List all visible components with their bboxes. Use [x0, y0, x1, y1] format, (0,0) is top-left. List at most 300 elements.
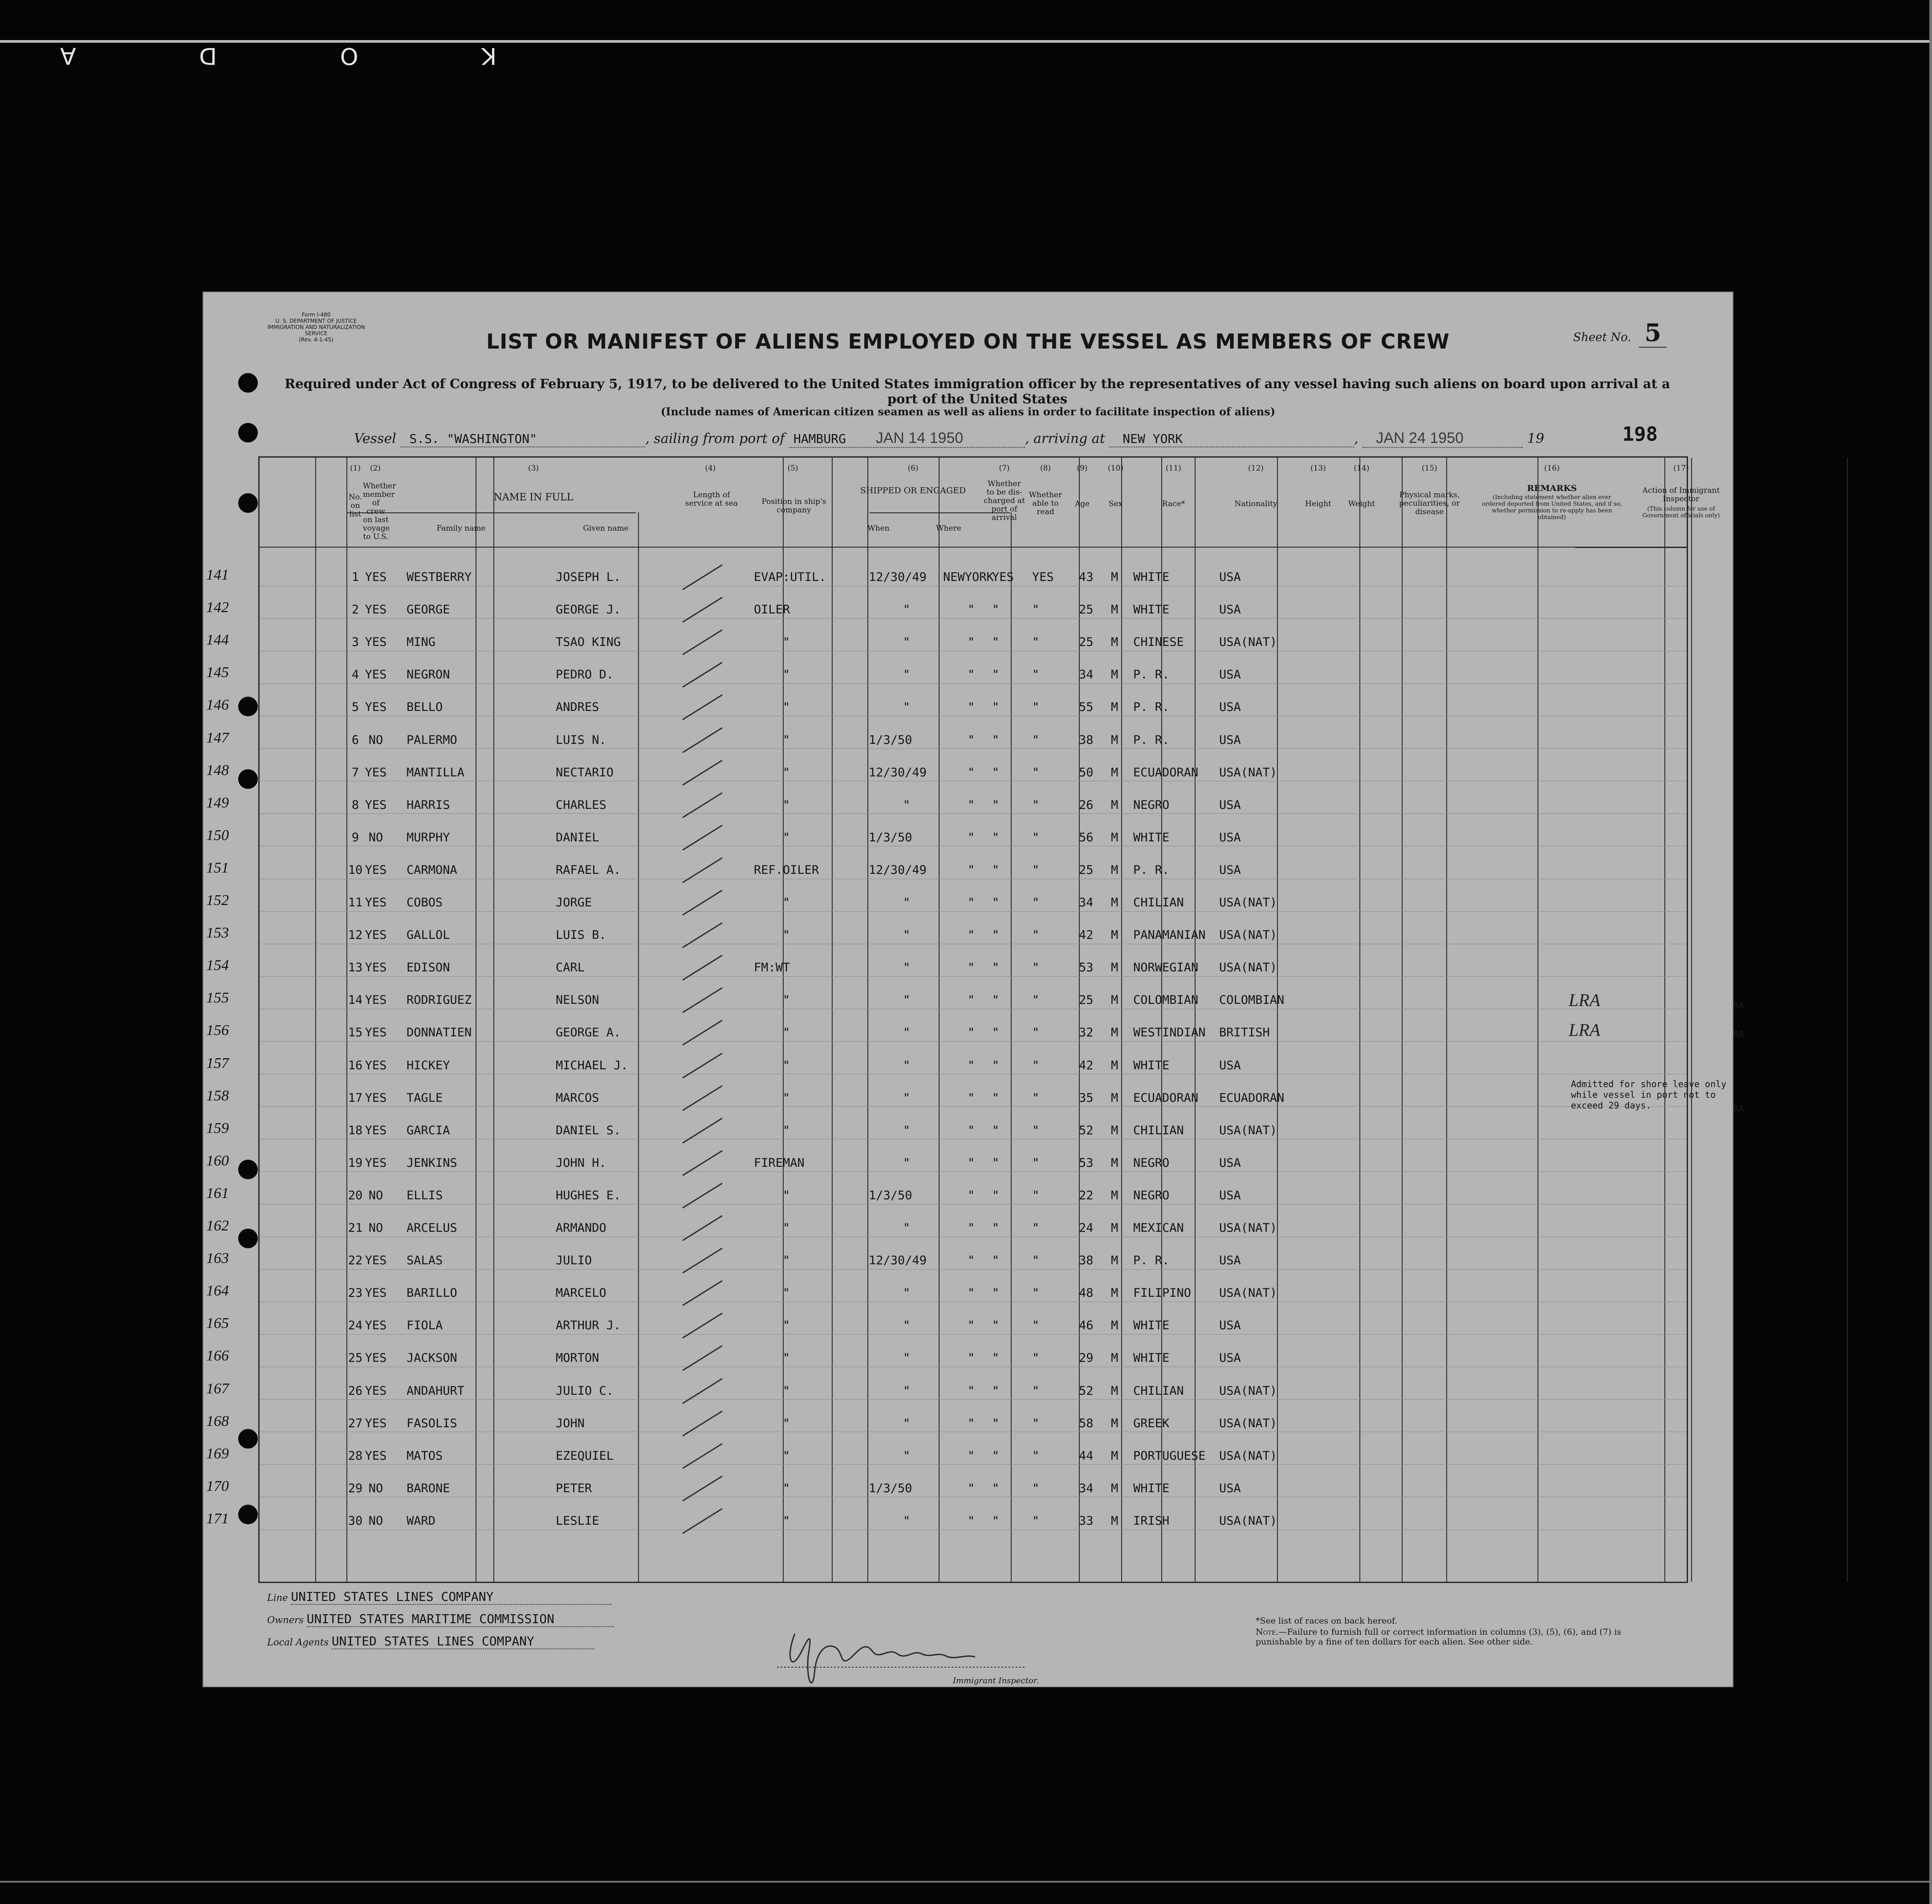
cell-no: 12 — [348, 928, 363, 942]
cell-age: 25 — [1079, 635, 1094, 650]
cell-discharge: " — [992, 1156, 1000, 1170]
cell-nationality: USA(NAT) — [1219, 1449, 1277, 1463]
row-rule — [260, 1464, 1687, 1465]
cell-no: 16 — [348, 1058, 363, 1072]
cell-read: " — [1032, 863, 1040, 877]
service-check-mark — [682, 1313, 723, 1339]
cell-read: " — [1032, 1026, 1040, 1040]
cell-position: " — [783, 668, 790, 682]
cell-discharge: " — [992, 1319, 1000, 1333]
cell-given: ARTHUR J. — [556, 1319, 621, 1333]
cell-prev: NO — [368, 1221, 383, 1235]
cell-given: HUGHES E. — [556, 1188, 621, 1202]
cell-when: 12/30/49 — [869, 863, 927, 877]
cell-family: TAGLE — [407, 1091, 443, 1105]
service-check-mark — [682, 1085, 723, 1111]
margin-number: 161 — [206, 1185, 229, 1202]
cell-sex: M — [1111, 603, 1119, 617]
cell-no: 21 — [348, 1221, 363, 1235]
cell-nationality: USA — [1219, 1254, 1241, 1268]
vessel-name: S.S. "WASHINGTON" — [409, 431, 537, 446]
margin-number: 151 — [206, 859, 229, 876]
cell-nationality: USA(NAT) — [1219, 1221, 1277, 1235]
cell-sex: M — [1111, 700, 1119, 715]
cell-race: ECUADORAN — [1133, 765, 1199, 779]
cell-prev: YES — [365, 928, 387, 942]
line-value: UNITED STATES LINES COMPANY — [291, 1589, 494, 1604]
cell-given: TSAO KING — [556, 635, 621, 650]
footer-line — [267, 1589, 611, 1605]
cell-race: P. R. — [1133, 1254, 1170, 1268]
cell-given: EZEQUIEL — [556, 1449, 614, 1463]
cell-family: ARCELUS — [407, 1221, 457, 1235]
punch-hole — [238, 493, 258, 513]
service: IMMIGRATION AND NATURALIZATION SERVICE — [267, 324, 365, 337]
cell-no: 24 — [348, 1319, 363, 1333]
film-edge-right — [1929, 0, 1932, 1904]
legal-requirement-line2: port of the United States — [887, 391, 1068, 406]
cell-no: 28 — [348, 1449, 363, 1463]
cell-where: " — [968, 1351, 975, 1365]
footer-agents — [267, 1634, 594, 1649]
cell-where: " — [968, 1156, 975, 1170]
cell-nationality: USA — [1219, 1351, 1241, 1365]
cell-no: 27 — [348, 1416, 363, 1430]
cell-position: " — [783, 1384, 790, 1398]
cell-age: 38 — [1079, 733, 1094, 747]
cell-prev: YES — [365, 1351, 387, 1365]
cell-position: " — [783, 765, 790, 779]
margin-number: 156 — [206, 1022, 229, 1039]
punch-hole — [238, 697, 258, 716]
col7-number: (7) — [999, 464, 1010, 473]
cell-read: " — [1032, 700, 1040, 715]
cell-sex: M — [1111, 928, 1119, 942]
row-rule — [260, 1041, 1687, 1042]
cell-read: YES — [1032, 570, 1054, 584]
cell-position: " — [783, 1481, 790, 1495]
margin-number: 152 — [206, 892, 229, 909]
cell-prev: YES — [365, 798, 387, 812]
service-check-mark — [682, 1215, 723, 1241]
col12-header: Nationality — [1234, 499, 1277, 508]
cell-discharge: " — [992, 1384, 1000, 1398]
cell-no: 5 — [351, 700, 359, 715]
cell-sex: M — [1111, 635, 1119, 650]
cell-when: " — [903, 1351, 911, 1365]
row-rule — [260, 813, 1687, 814]
cell-read: " — [1032, 830, 1040, 844]
col2-header: Whether member of crew on last voyage to U.S. — [363, 482, 396, 541]
cell-given: JORGE — [556, 896, 592, 909]
arrival-port: NEW YORK — [1123, 431, 1183, 446]
cell-nationality: ECUADORAN — [1219, 1091, 1285, 1105]
cell-given: CARL — [556, 961, 585, 975]
cell-when: " — [903, 1449, 911, 1463]
row14-action: RA — [1733, 1000, 1745, 1011]
cell-where: " — [968, 765, 975, 779]
cell-given: GEORGE J. — [556, 603, 621, 617]
cell-when: " — [903, 1221, 911, 1235]
cell-read: " — [1032, 1091, 1040, 1105]
cell-given: LUIS B. — [556, 928, 606, 942]
cell-where: " — [968, 1123, 975, 1137]
cell-where: " — [968, 830, 975, 844]
cell-age: 32 — [1079, 1026, 1094, 1040]
cell-family: WESTBERRY — [407, 570, 472, 584]
cell-race: NORWEGIAN — [1133, 961, 1199, 975]
margin-number: 141 — [206, 567, 229, 583]
cell-discharge: " — [992, 1188, 1000, 1202]
cell-when: 12/30/49 — [869, 1254, 927, 1268]
cell-age: 34 — [1079, 1481, 1094, 1495]
cell-nationality: USA — [1219, 1481, 1241, 1495]
service-check-mark — [682, 759, 723, 785]
cell-when: " — [903, 1026, 911, 1040]
cell-given: ANDRES — [556, 700, 599, 715]
cell-sex: M — [1111, 1384, 1119, 1398]
row15-remark: LRA — [1569, 1020, 1601, 1040]
cell-where: " — [968, 733, 975, 747]
cell-sex: M — [1111, 1449, 1119, 1463]
cell-race: P. R. — [1133, 733, 1170, 747]
cell-given: JOHN — [556, 1416, 585, 1430]
cell-where: " — [968, 798, 975, 812]
cell-age: 56 — [1079, 830, 1094, 844]
cell-discharge: " — [992, 1091, 1000, 1105]
margin-number: 159 — [206, 1120, 229, 1137]
margin-number: 154 — [206, 957, 229, 974]
cell-nationality: USA(NAT) — [1219, 896, 1277, 909]
cell-when: " — [903, 603, 911, 617]
cell-position: " — [783, 700, 790, 715]
departure-port: HAMBURG — [793, 431, 846, 446]
include-note: (Include names of American citizen seamen as well as aliens in order to facilitate inspection of aliens) — [660, 405, 1276, 418]
cell-read: " — [1032, 1514, 1040, 1528]
cell-race: PANAMANIAN — [1133, 928, 1206, 942]
cell-where: " — [968, 1254, 975, 1268]
cell-position: " — [783, 1254, 790, 1268]
cell-age: 52 — [1079, 1123, 1094, 1137]
cell-sex: M — [1111, 1221, 1119, 1235]
cell-discharge: " — [992, 1221, 1000, 1235]
cell-given: JULIO — [556, 1254, 592, 1268]
cell-nationality: USA — [1219, 798, 1241, 812]
cell-when: " — [903, 1156, 911, 1170]
cell-race: WHITE — [1133, 1058, 1170, 1072]
department: U. S. DEPARTMENT OF JUSTICE — [275, 318, 357, 324]
cell-position: " — [783, 1286, 790, 1300]
cell-where: " — [968, 1188, 975, 1202]
cell-nationality: BRITISH — [1219, 1026, 1270, 1040]
margin-number: 149 — [206, 794, 229, 811]
service-check-mark — [682, 1378, 723, 1404]
cell-race: WESTINDIAN — [1133, 1026, 1206, 1040]
cell-race: WHITE — [1133, 603, 1170, 617]
cell-given: PEDRO D. — [556, 668, 614, 682]
cell-when: " — [903, 993, 911, 1007]
cell-age: 22 — [1079, 1188, 1094, 1202]
year-prefix: 19 — [1527, 431, 1545, 447]
service-check-mark — [682, 955, 723, 981]
cell-position: " — [783, 993, 790, 1007]
film-edge-bottom — [0, 1881, 1932, 1883]
service-check-mark — [682, 629, 723, 655]
owners-value: UNITED STATES MARITIME COMMISSION — [306, 1612, 554, 1626]
cell-where: " — [968, 700, 975, 715]
cell-when: " — [903, 1091, 911, 1105]
cell-race: ECUADORAN — [1133, 1091, 1199, 1105]
vessel-label: Vessel — [354, 431, 396, 447]
col1-number: (1) — [350, 464, 361, 473]
cell-read: " — [1032, 635, 1040, 650]
margin-number: 155 — [206, 990, 229, 1007]
owners-label: Owners — [267, 1615, 304, 1625]
cell-given: RAFAEL A. — [556, 863, 621, 877]
row17-remark: Admitted for shore leave only while vessel in port not to exceed 29 days. — [1571, 1079, 1727, 1111]
cell-read: " — [1032, 896, 1040, 909]
cell-discharge: " — [992, 1449, 1000, 1463]
cell-age: 26 — [1079, 798, 1094, 812]
cell-race: WHITE — [1133, 1351, 1170, 1365]
service-check-mark — [682, 1117, 723, 1143]
cell-prev: YES — [365, 765, 387, 779]
cell-sex: M — [1111, 1319, 1119, 1333]
service-check-mark — [682, 1443, 723, 1469]
cell-when: " — [903, 668, 911, 682]
cell-prev: YES — [365, 1058, 387, 1072]
cell-prev: YES — [365, 570, 387, 584]
cell-where: " — [968, 1058, 975, 1072]
cell-sex: M — [1111, 765, 1119, 779]
cell-read: " — [1032, 1286, 1040, 1300]
cell-age: 55 — [1079, 700, 1094, 715]
cell-nationality: USA — [1219, 1319, 1241, 1333]
row-rule — [260, 618, 1687, 619]
cell-nationality: USA(NAT) — [1219, 1123, 1277, 1137]
cell-where: " — [968, 1384, 975, 1398]
cell-nationality: USA — [1219, 830, 1241, 844]
cell-nationality: COLOMBIAN — [1219, 993, 1285, 1007]
cell-read: " — [1032, 1481, 1040, 1495]
crew-table — [206, 456, 1745, 1583]
sheet-number-value: 5 — [1639, 318, 1667, 348]
cell-discharge: " — [992, 635, 1000, 650]
cell-discharge: " — [992, 798, 1000, 812]
col5-number: (5) — [787, 464, 798, 473]
row17-action: RA — [1733, 1103, 1745, 1114]
cell-discharge: YES — [992, 570, 1014, 584]
margin-number: 169 — [206, 1445, 229, 1462]
vessel-line: Vessel S.S. "WASHINGTON" , sailing from port of HAMBURG JAN 14 1950 , arriving at NEW YORK , JAN 24 1950 19 — [354, 430, 1544, 448]
cell-age: 52 — [1079, 1384, 1094, 1398]
cell-discharge: " — [992, 1254, 1000, 1268]
cell-nationality: USA — [1219, 1058, 1241, 1072]
col14-header: Weight — [1348, 499, 1375, 508]
col1-header: No. on list — [348, 493, 362, 519]
col15-number: (15) — [1422, 464, 1437, 473]
service-check-mark — [682, 694, 723, 720]
cell-race: P. R. — [1133, 668, 1170, 682]
cell-read: " — [1032, 1188, 1040, 1202]
cell-no: 22 — [348, 1254, 363, 1268]
punch-hole — [238, 423, 258, 443]
cell-where: NEWYORK — [943, 570, 994, 584]
cell-no: 10 — [348, 863, 363, 877]
cell-no: 8 — [351, 798, 359, 812]
cell-sex: M — [1111, 1058, 1119, 1072]
col4-header: Length of service at sea — [685, 491, 738, 508]
cell-family: PALERMO — [407, 733, 457, 747]
cell-discharge: " — [992, 961, 1000, 975]
cell-prev: YES — [365, 635, 387, 650]
cell-position: " — [783, 1416, 790, 1430]
cell-prev: YES — [365, 1254, 387, 1268]
cell-no: 4 — [351, 668, 359, 682]
cell-read: " — [1032, 765, 1040, 779]
cell-when: " — [903, 1286, 911, 1300]
cell-race: WHITE — [1133, 1319, 1170, 1333]
cell-discharge: " — [992, 993, 1000, 1007]
revision: (Rev. 4-1-45) — [299, 337, 334, 343]
punch-hole — [238, 1229, 258, 1248]
cell-when: " — [903, 1319, 911, 1333]
cell-when: 12/30/49 — [869, 570, 927, 584]
cell-read: " — [1032, 961, 1040, 975]
note-text: —Failure to furnish full or correct information in columns (3), (5), (6), and (7) is punishable by a fine of ten dollars for each alien. See other side. — [1256, 1627, 1622, 1647]
cell-prev: YES — [365, 1319, 387, 1333]
cell-where: " — [968, 896, 975, 909]
cell-no: 30 — [348, 1514, 363, 1528]
row-rule — [260, 1204, 1687, 1205]
col7-header: Whether to be dis-charged at port of arrival — [984, 479, 1025, 522]
col9-number: (9) — [1077, 464, 1088, 473]
service-check-mark — [682, 1410, 723, 1436]
cell-race: CHILIAN — [1133, 1123, 1184, 1137]
margin-number: 164 — [206, 1283, 229, 1299]
cell-family: GALLOL — [407, 928, 450, 942]
cell-family: GEORGE — [407, 603, 450, 617]
cell-given: MICHAEL J. — [556, 1058, 628, 1072]
col6-number: (6) — [907, 464, 919, 473]
cell-family: COBOS — [407, 896, 443, 909]
cell-where: " — [968, 1514, 975, 1528]
cell-given: MARCOS — [556, 1091, 599, 1105]
cell-age: 34 — [1079, 668, 1094, 682]
service-check-mark — [682, 1280, 723, 1306]
punch-hole — [238, 1429, 258, 1449]
col4-number: (4) — [705, 464, 716, 473]
cell-given: CHARLES — [556, 798, 606, 812]
col6-header: SHIPPED OR ENGAGED — [860, 486, 966, 495]
cell-nationality: USA(NAT) — [1219, 1286, 1277, 1300]
cell-race: CHILIAN — [1133, 1384, 1184, 1398]
cell-race: GREEK — [1133, 1416, 1170, 1430]
cell-when: " — [903, 961, 911, 975]
punch-hole — [238, 769, 258, 789]
service-check-mark — [682, 727, 723, 753]
cell-no: 3 — [351, 635, 359, 650]
cell-age: 24 — [1079, 1221, 1094, 1235]
cell-no: 11 — [348, 896, 363, 909]
punch-hole — [238, 1505, 258, 1524]
cell-prev: YES — [365, 603, 387, 617]
cell-race: CHILIAN — [1133, 896, 1184, 909]
cell-nationality: USA — [1219, 700, 1241, 715]
row15-action: RA — [1733, 1029, 1745, 1039]
col8-number: (8) — [1040, 464, 1051, 473]
cell-sex: M — [1111, 1514, 1119, 1528]
col2-number: (2) — [370, 464, 381, 473]
cell-read: " — [1032, 993, 1040, 1007]
cell-no: 1 — [351, 570, 359, 584]
cell-nationality: USA — [1219, 570, 1241, 584]
col13-number: (13) — [1310, 464, 1326, 473]
service-check-mark — [682, 1475, 723, 1501]
service-check-mark — [682, 857, 723, 883]
manifest-sheet — [203, 292, 1745, 1687]
margin-number: 147 — [206, 729, 229, 746]
cell-position: " — [783, 1449, 790, 1463]
cell-given: GEORGE A. — [556, 1026, 621, 1040]
penalty-note — [1256, 1627, 1656, 1647]
inspector-signature — [777, 1616, 1026, 1701]
cell-given: PETER — [556, 1481, 592, 1495]
cell-prev: NO — [368, 1188, 383, 1202]
service-check-mark — [682, 1150, 723, 1176]
cell-where: " — [968, 1091, 975, 1105]
footer-owners — [267, 1612, 614, 1627]
cell-where: " — [968, 1319, 975, 1333]
cell-no: 6 — [351, 733, 359, 747]
cell-family: CARMONA — [407, 863, 457, 877]
cell-family: HARRIS — [407, 798, 450, 812]
cell-read: " — [1032, 1221, 1040, 1235]
cell-no: 7 — [351, 765, 359, 779]
cell-age: 35 — [1079, 1091, 1094, 1105]
col16-header: REMARKS — [1527, 483, 1577, 493]
cell-position: FM:WT — [754, 961, 790, 975]
cell-family: BARONE — [407, 1481, 450, 1495]
cell-discharge: " — [992, 1026, 1000, 1040]
cell-position: OILER — [754, 603, 790, 617]
cell-family: MING — [407, 635, 436, 650]
cell-race: NEGRO — [1133, 1156, 1170, 1170]
cell-when: " — [903, 1058, 911, 1072]
margin-number: 142 — [206, 599, 229, 616]
page-title: LIST OR MANIFEST OF ALIENS EMPLOYED ON THE VESSEL AS MEMBERS OF CREW — [486, 329, 1450, 353]
cell-age: 44 — [1079, 1449, 1094, 1463]
cell-read: " — [1032, 1351, 1040, 1365]
cell-nationality: USA — [1219, 668, 1241, 682]
cell-age: 50 — [1079, 765, 1094, 779]
cell-nationality: USA(NAT) — [1219, 765, 1277, 779]
cell-family: FASOLIS — [407, 1416, 457, 1430]
cell-no: 2 — [351, 603, 359, 617]
cell-nationality: USA — [1219, 1188, 1241, 1202]
cell-where: " — [968, 1221, 975, 1235]
cell-sex: M — [1111, 993, 1119, 1007]
cell-discharge: " — [992, 1058, 1000, 1072]
cell-given: JOHN H. — [556, 1156, 606, 1170]
cell-sex: M — [1111, 1254, 1119, 1268]
cell-where: " — [968, 1026, 975, 1040]
cell-prev: NO — [368, 830, 383, 844]
name-subheader-line — [346, 512, 636, 513]
col3-number: (3) — [528, 464, 539, 473]
cell-position: " — [783, 830, 790, 844]
cell-prev: YES — [365, 1286, 387, 1300]
